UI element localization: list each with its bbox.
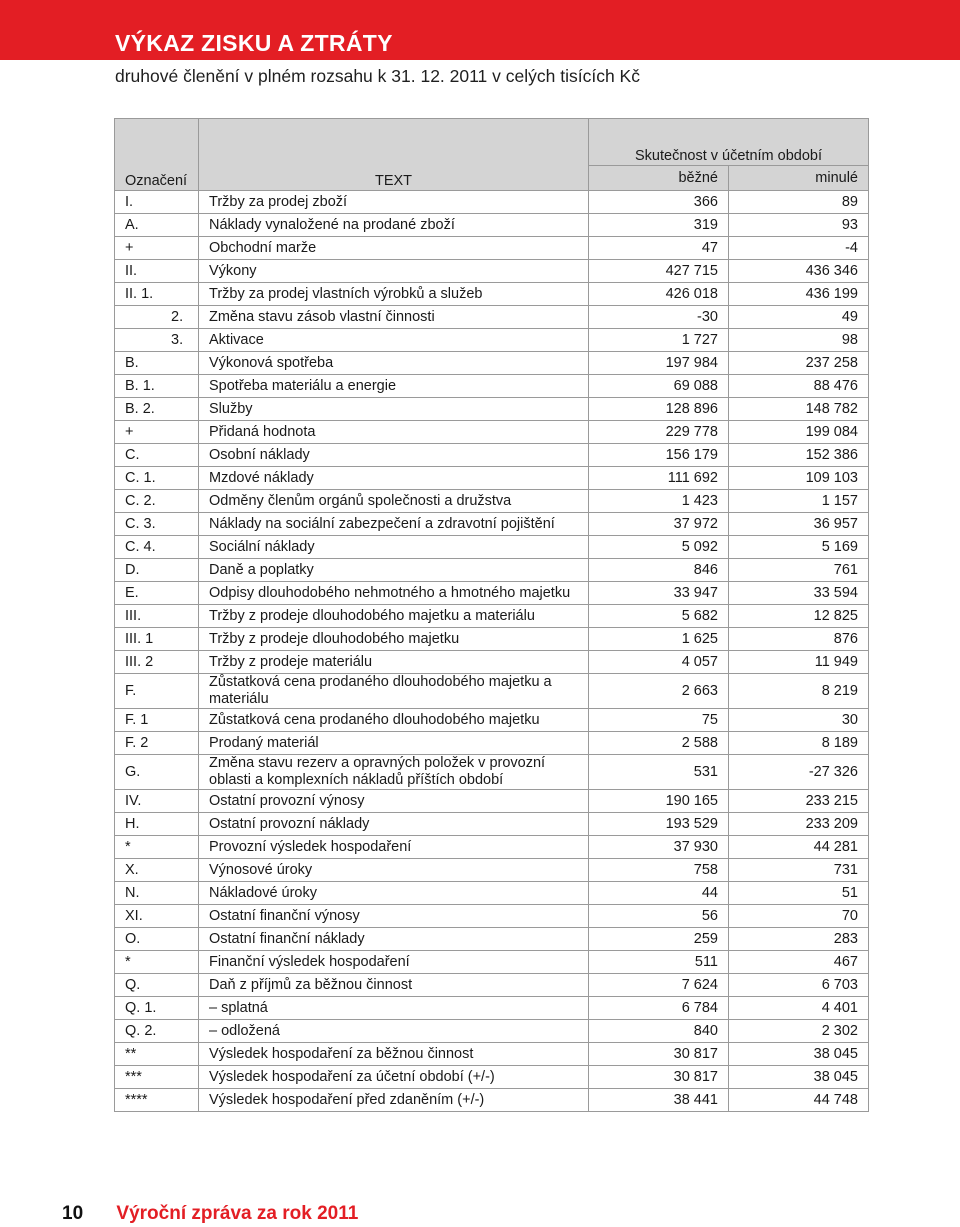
row-text: Odpisy dlouhodobého nehmotného a hmotného majetku [199, 582, 589, 605]
row-text: Výsledek hospodaření za účetní období (+/-) [199, 1066, 589, 1089]
row-code: *** [115, 1066, 199, 1089]
table-row [115, 651, 869, 674]
row-text: Výsledek hospodaření za běžnou činnost [199, 1043, 589, 1066]
profit-loss-table [114, 118, 869, 1112]
row-value-current: 5 092 [589, 536, 729, 559]
column-header-previous: minulé [729, 166, 869, 191]
row-value-previous: 237 258 [729, 352, 869, 375]
table-row [115, 951, 869, 974]
row-text: Obchodní marže [199, 237, 589, 260]
table-row [115, 559, 869, 582]
row-value-previous: 152 386 [729, 444, 869, 467]
row-code: C. 2. [115, 490, 199, 513]
row-code: Q. [115, 974, 199, 997]
row-text: Tržby z prodeje materiálu [199, 651, 589, 674]
row-value-previous: 93 [729, 214, 869, 237]
table-row [115, 836, 869, 859]
row-text: Ostatní provozní náklady [199, 813, 589, 836]
row-value-current: 758 [589, 859, 729, 882]
row-value-current: 128 896 [589, 398, 729, 421]
row-value-previous: 8 189 [729, 732, 869, 755]
row-code: III. 1 [115, 628, 199, 651]
row-text: Odměny členům orgánů společnosti a družstva [199, 490, 589, 513]
table-row [115, 1089, 869, 1112]
report-title: VÝKAZ ZISKU A ZTRÁTY [115, 30, 393, 56]
table-row [115, 214, 869, 237]
row-value-current: 44 [589, 882, 729, 905]
row-value-previous: 199 084 [729, 421, 869, 444]
table-row [115, 536, 869, 559]
report-subtitle: druhové členění v plném rozsahu k 31. 12. 2011 v celých tisících Kč [115, 66, 640, 86]
row-code: + [115, 421, 199, 444]
row-value-current: 47 [589, 237, 729, 260]
row-value-current: 69 088 [589, 375, 729, 398]
row-text: Zůstatková cena prodaného dlouhodobého majetku [199, 709, 589, 732]
row-value-previous: 148 782 [729, 398, 869, 421]
row-text: Tržby za prodej vlastních výrobků a služeb [199, 283, 589, 306]
table-row [115, 329, 869, 352]
row-value-current: 846 [589, 559, 729, 582]
row-text: Provozní výsledek hospodaření [199, 836, 589, 859]
table-row [115, 444, 869, 467]
row-value-previous: 4 401 [729, 997, 869, 1020]
row-value-previous: 89 [729, 191, 869, 214]
row-text: Ostatní provozní výnosy [199, 790, 589, 813]
table-row [115, 352, 869, 375]
row-value-previous: 2 302 [729, 1020, 869, 1043]
table-row [115, 709, 869, 732]
row-value-current: 1 727 [589, 329, 729, 352]
table-row [115, 306, 869, 329]
row-text: Finanční výsledek hospodaření [199, 951, 589, 974]
table-row [115, 467, 869, 490]
table-row [115, 1066, 869, 1089]
row-text: Ostatní finanční výnosy [199, 905, 589, 928]
row-value-previous: 1 157 [729, 490, 869, 513]
table-row [115, 421, 869, 444]
row-code: * [115, 951, 199, 974]
table-row [115, 191, 869, 214]
row-value-previous: 44 281 [729, 836, 869, 859]
column-header-oznaceni: Označení [115, 119, 199, 191]
row-value-previous: 38 045 [729, 1043, 869, 1066]
row-value-current: 193 529 [589, 813, 729, 836]
row-text: Tržby z prodeje dlouhodobého majetku [199, 628, 589, 651]
row-value-current: 1 625 [589, 628, 729, 651]
table-row [115, 375, 869, 398]
row-text: Změna stavu zásob vlastní činnosti [199, 306, 589, 329]
row-text: Ostatní finanční náklady [199, 928, 589, 951]
row-value-previous: 436 346 [729, 260, 869, 283]
row-value-current: 4 057 [589, 651, 729, 674]
row-text: Daň z příjmů za běžnou činnost [199, 974, 589, 997]
row-value-previous: 88 476 [729, 375, 869, 398]
row-text: Přidaná hodnota [199, 421, 589, 444]
row-value-current: 111 692 [589, 467, 729, 490]
row-value-current: 5 682 [589, 605, 729, 628]
row-value-previous: 6 703 [729, 974, 869, 997]
row-value-previous: 44 748 [729, 1089, 869, 1112]
row-text: Výkony [199, 260, 589, 283]
row-value-current: -30 [589, 306, 729, 329]
row-value-current: 2 663 [589, 674, 729, 709]
row-value-previous: 467 [729, 951, 869, 974]
row-value-current: 33 947 [589, 582, 729, 605]
row-text: Služby [199, 398, 589, 421]
table-row [115, 928, 869, 951]
row-value-current: 38 441 [589, 1089, 729, 1112]
row-code: B. 1. [115, 375, 199, 398]
row-text: – odložená [199, 1020, 589, 1043]
row-code: XI. [115, 905, 199, 928]
row-value-previous: 49 [729, 306, 869, 329]
row-value-current: 37 930 [589, 836, 729, 859]
row-text: Nákladové úroky [199, 882, 589, 905]
row-text: Změna stavu rezerv a opravných položek v provozní oblasti a komplexních nákladů příštích období [199, 755, 589, 790]
row-value-current: 6 784 [589, 997, 729, 1020]
row-value-current: 30 817 [589, 1066, 729, 1089]
row-value-current: 75 [589, 709, 729, 732]
table-row [115, 513, 869, 536]
row-text: Prodaný materiál [199, 732, 589, 755]
row-value-current: 7 624 [589, 974, 729, 997]
row-value-current: 190 165 [589, 790, 729, 813]
row-text: Náklady vynaložené na prodané zboží [199, 214, 589, 237]
table-row [115, 790, 869, 813]
row-value-current: 366 [589, 191, 729, 214]
table-row [115, 859, 869, 882]
table-row [115, 732, 869, 755]
row-code: O. [115, 928, 199, 951]
row-value-current: 426 018 [589, 283, 729, 306]
row-value-previous: 436 199 [729, 283, 869, 306]
table-row [115, 1020, 869, 1043]
row-value-previous: 731 [729, 859, 869, 882]
row-value-previous: 876 [729, 628, 869, 651]
row-value-previous: 233 215 [729, 790, 869, 813]
row-code: * [115, 836, 199, 859]
table-row [115, 905, 869, 928]
row-code: F. [115, 674, 199, 709]
row-value-previous: 98 [729, 329, 869, 352]
table-row [115, 1043, 869, 1066]
footer-title: Výroční zpráva za rok 2011 [116, 1203, 359, 1224]
row-value-current: 30 817 [589, 1043, 729, 1066]
row-text: Tržby za prodej zboží [199, 191, 589, 214]
row-code: D. [115, 559, 199, 582]
row-value-previous: 51 [729, 882, 869, 905]
table-row [115, 813, 869, 836]
row-value-previous: 5 169 [729, 536, 869, 559]
row-value-previous: 761 [729, 559, 869, 582]
row-value-current: 156 179 [589, 444, 729, 467]
table-row [115, 755, 869, 790]
column-header-current: běžné [589, 166, 729, 191]
row-value-previous: 38 045 [729, 1066, 869, 1089]
row-code: ** [115, 1043, 199, 1066]
row-code: 3. [115, 329, 199, 352]
row-value-current: 37 972 [589, 513, 729, 536]
row-code: I. [115, 191, 199, 214]
row-code: A. [115, 214, 199, 237]
row-value-current: 259 [589, 928, 729, 951]
page-number: 10 [62, 1203, 84, 1224]
row-value-previous: -27 326 [729, 755, 869, 790]
row-code: C. 3. [115, 513, 199, 536]
table-row [115, 260, 869, 283]
row-code: N. [115, 882, 199, 905]
row-value-previous: 8 219 [729, 674, 869, 709]
row-code: Q. 1. [115, 997, 199, 1020]
title-bar [0, 0, 960, 60]
row-code: II. [115, 260, 199, 283]
row-text: Výkonová spotřeba [199, 352, 589, 375]
table-row [115, 237, 869, 260]
row-code: III. 2 [115, 651, 199, 674]
row-value-previous: 283 [729, 928, 869, 951]
row-value-current: 840 [589, 1020, 729, 1043]
header-row [115, 119, 869, 166]
column-header-text: TEXT [199, 119, 589, 191]
table-row [115, 582, 869, 605]
row-value-current: 2 588 [589, 732, 729, 755]
row-value-previous: 109 103 [729, 467, 869, 490]
column-header-period: Skutečnost v účetním období [589, 119, 869, 166]
row-code: F. 2 [115, 732, 199, 755]
row-text: Mzdové náklady [199, 467, 589, 490]
page-footer [62, 1202, 358, 1226]
table-body [115, 191, 869, 1112]
row-text: Daně a poplatky [199, 559, 589, 582]
row-code: C. 1. [115, 467, 199, 490]
table-row [115, 490, 869, 513]
row-value-previous: 70 [729, 905, 869, 928]
row-text: – splatná [199, 997, 589, 1020]
row-text: Zůstatková cena prodaného dlouhodobého majetku a materiálu [199, 674, 589, 709]
row-code: II. 1. [115, 283, 199, 306]
table-row [115, 398, 869, 421]
row-value-previous: 233 209 [729, 813, 869, 836]
row-value-previous: 11 949 [729, 651, 869, 674]
row-code: E. [115, 582, 199, 605]
table-row [115, 628, 869, 651]
table-row [115, 997, 869, 1020]
row-code: F. 1 [115, 709, 199, 732]
row-text: Výnosové úroky [199, 859, 589, 882]
row-text: Sociální náklady [199, 536, 589, 559]
row-text: Náklady na sociální zabezpečení a zdravotní pojištění [199, 513, 589, 536]
row-value-current: 427 715 [589, 260, 729, 283]
row-code: X. [115, 859, 199, 882]
row-code: C. 4. [115, 536, 199, 559]
row-value-current: 511 [589, 951, 729, 974]
row-value-current: 229 778 [589, 421, 729, 444]
row-code: B. 2. [115, 398, 199, 421]
row-value-current: 197 984 [589, 352, 729, 375]
row-code: + [115, 237, 199, 260]
row-code: 2. [115, 306, 199, 329]
row-code: Q. 2. [115, 1020, 199, 1043]
row-code: C. [115, 444, 199, 467]
row-value-previous: 30 [729, 709, 869, 732]
table-row [115, 974, 869, 997]
row-value-previous: 36 957 [729, 513, 869, 536]
row-value-current: 1 423 [589, 490, 729, 513]
row-code: B. [115, 352, 199, 375]
row-text: Výsledek hospodaření před zdaněním (+/-) [199, 1089, 589, 1112]
table-row [115, 605, 869, 628]
row-code: III. [115, 605, 199, 628]
row-text: Osobní náklady [199, 444, 589, 467]
row-value-current: 531 [589, 755, 729, 790]
table-row [115, 674, 869, 709]
row-value-current: 56 [589, 905, 729, 928]
table-row [115, 882, 869, 905]
row-code: H. [115, 813, 199, 836]
table-row [115, 283, 869, 306]
row-text: Spotřeba materiálu a energie [199, 375, 589, 398]
row-text: Tržby z prodeje dlouhodobého majetku a materiálu [199, 605, 589, 628]
row-value-current: 319 [589, 214, 729, 237]
row-text: Aktivace [199, 329, 589, 352]
row-code: G. [115, 755, 199, 790]
row-value-previous: 12 825 [729, 605, 869, 628]
row-code: **** [115, 1089, 199, 1112]
row-code: IV. [115, 790, 199, 813]
row-value-previous: -4 [729, 237, 869, 260]
row-value-previous: 33 594 [729, 582, 869, 605]
